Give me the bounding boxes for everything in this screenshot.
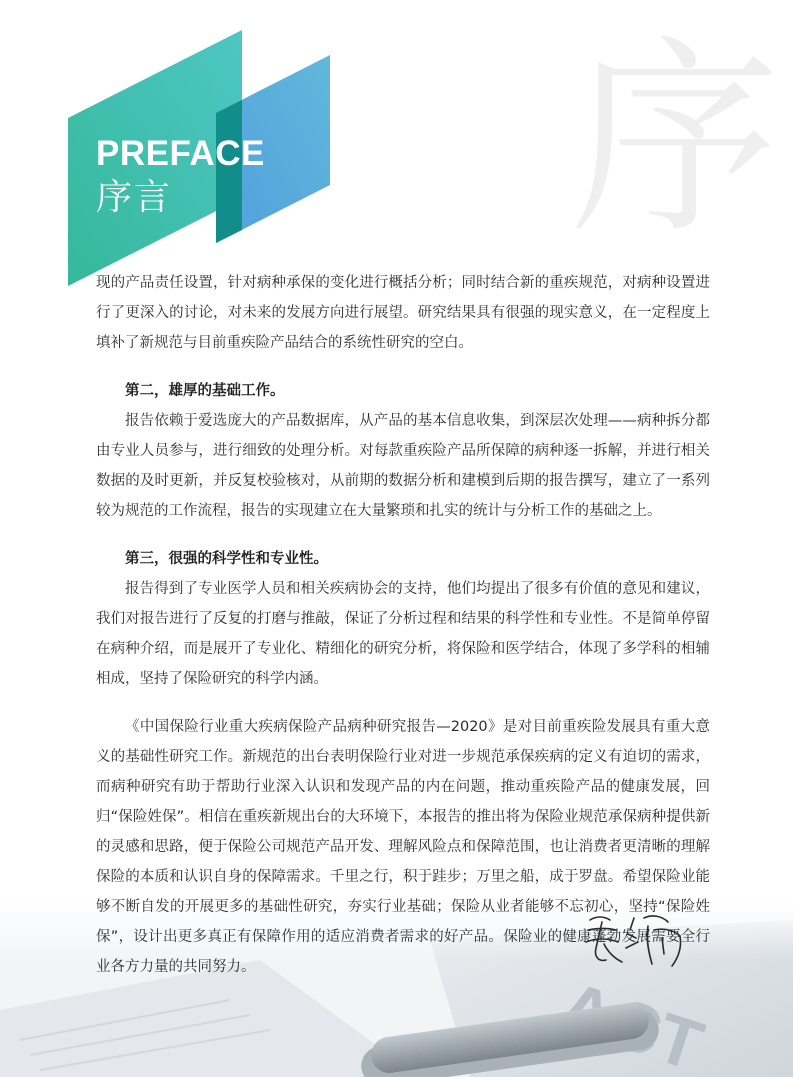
paragraph-gap — [96, 358, 710, 376]
preface-body — [96, 268, 710, 982]
section-text-second: 报告依赖于爱选庞大的产品数据库，从产品的基本信息收集，到深层次处理——病种拆分都由专业人员参与，进行细致的处理分析。对每款重疾险产品所保障的病种逐一拆解，并进行相关数据的及时更新，并反复校验核对，从前期的数据分析和建模到后期的报告撰写，建立了一系列较为规范的工作流程，报告的实现建立在大量繁琐和扎实的统计与分析工作的基础之上。 — [96, 413, 710, 519]
preface-watermark: 序 — [569, 17, 780, 262]
closing-paragraph: 《中国保险行业重大疾病保险产品病种研究报告—2020》是对目前重疾险发展具有重大意义的基础性研究工作。新规范的出台表明保险行业对进一步规范承保疾病的定义有迫切的需求，而病种研究有助于帮助行业深入认识和发现产品的内在问题，推动重疾险产品的健康发展，回归“保险姓保”。相信在重疾新规出台的大环境下，本报告的推出将为保险业规范承保病种提供新的灵感和思路，便于保险公司规范产品开发、理解风险点和保障范围，也让消费者更清晰的理解保险的本质和认识自身的保障需求。千里之行，积于跬步；万里之船，成于罗盘。希望保险业能够不断自发的开展更多的基础性研究，夯实行业基础；保险从业者能够不忘初心，坚持“保险姓保”，设计出更多真正有保障作用的适应消费者需求的好产品。保险业的健康蓬勃发展需要全行业各方力量的共同努力。 — [96, 719, 710, 975]
preface-title-en: PREFACE — [96, 134, 265, 173]
paragraph-gap — [96, 694, 710, 712]
section-heading-second: 第二，雄厚的基础工作。 — [125, 383, 285, 399]
paragraph-gap — [96, 526, 710, 544]
section-text-third: 报告得到了专业医学人员和相关疾病协会的支持，他们均提出了很多有价值的意见和建议，我们对报告进行了反复的打磨与推敲，保证了分析过程和结果的科学性和专业性。不是简单停留在病种介绍，而是展开了专业化、精细化的研究分析，将保险和医学结合，体现了多学科的相辅相成，坚持了保险研究的科学内涵。 — [96, 581, 710, 687]
section-heading-third: 第三，很强的科学性和专业性。 — [125, 551, 328, 567]
author-signature — [582, 908, 694, 970]
preface-title-cn: 序言 — [96, 177, 173, 218]
intro-paragraph: 现的产品责任设置，针对病种承保的变化进行概括分析；同时结合新的重疾规范，对病种设置进行了更深入的讨论，对未来的发展方向进行展望。研究结果具有很强的现实意义，在一定程度上填补了新规范与目前重疾险产品结合的系统性研究的空白。 — [96, 275, 710, 351]
